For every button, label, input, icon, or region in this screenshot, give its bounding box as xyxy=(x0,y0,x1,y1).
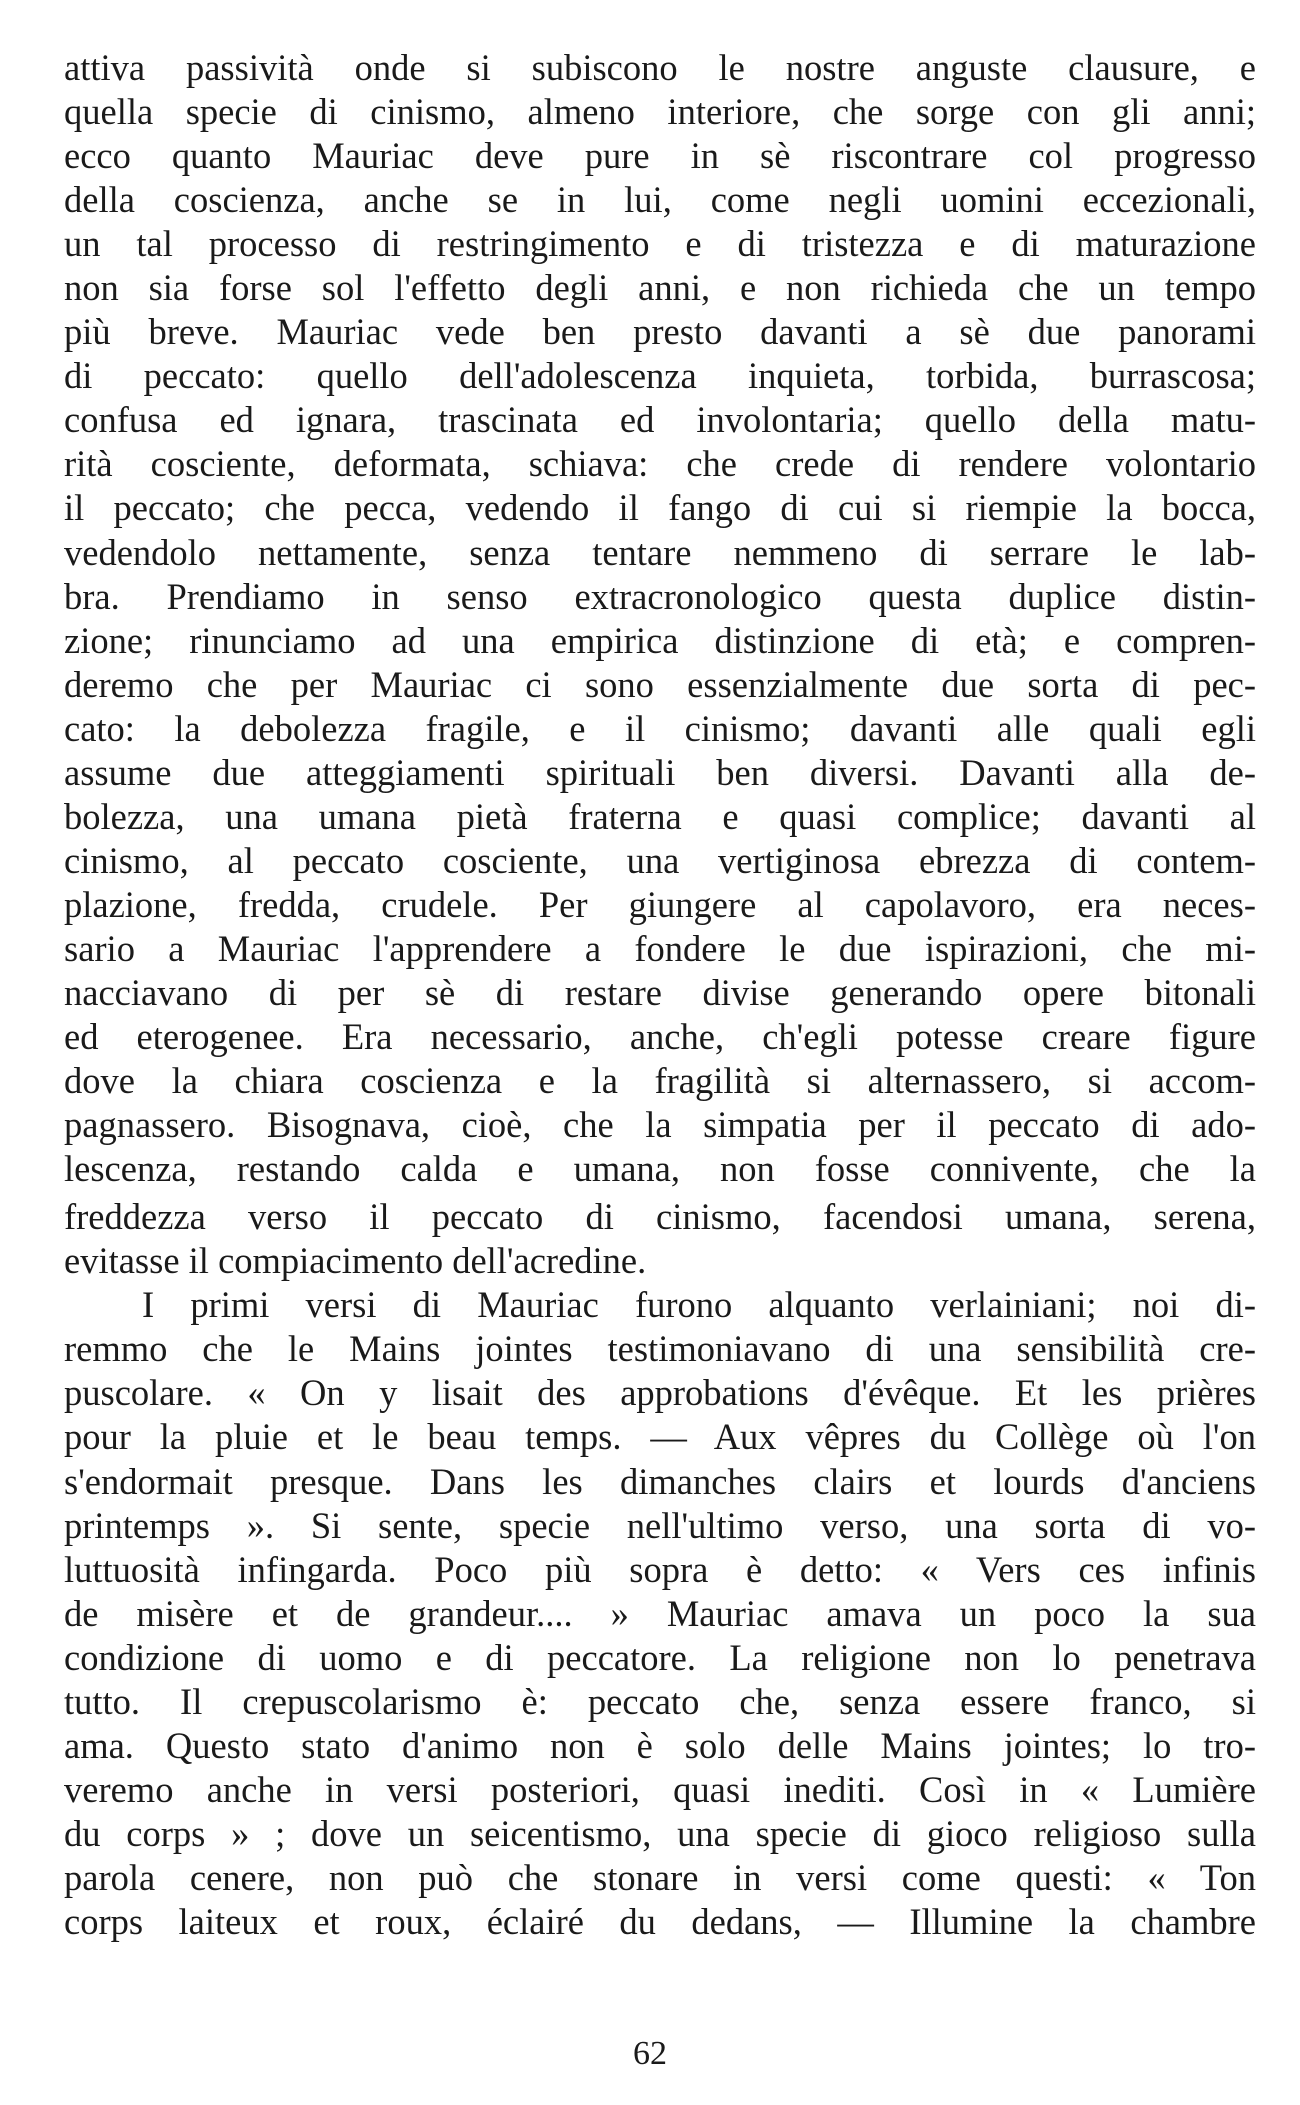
text-line: condizione di uomo e di peccatore. La religione non lo penetrava xyxy=(64,1636,1256,1678)
text-line: bolezza, una umana pietà fraterna e quasi complice; davanti al xyxy=(64,795,1256,837)
text-line: veremo anche in versi posteriori, quasi inediti. Così in « Lumière xyxy=(64,1768,1256,1810)
text-line: non sia forse sol l'effetto degli anni, e non richieda che un tempo xyxy=(64,267,1256,309)
text-line: assume due atteggiamenti spirituali ben diversi. Davanti alla de- xyxy=(64,751,1256,793)
text-line: de misère et de grandeur.... » Mauriac amava un poco la sua xyxy=(64,1592,1256,1634)
text-line: pour la pluie et le beau temps. — Aux vêpres du Collège où l'on xyxy=(64,1416,1256,1458)
text-line: zione; rinunciamo ad una empirica distinzione di età; e compren- xyxy=(64,619,1256,661)
text-line: bra. Prendiamo in senso extracronologico questa duplice distin- xyxy=(64,575,1256,617)
text-line: freddezza verso il peccato di cinismo, facendosi umana, serena, xyxy=(64,1196,1256,1238)
text-line: printemps ». Si sente, specie nell'ultimo verso, una sorta di vo- xyxy=(64,1504,1256,1546)
text-line: quella specie di cinismo, almeno interiore, che sorge con gli anni; xyxy=(64,91,1256,133)
text-line: ama. Questo stato d'animo non è solo delle Mains jointes; lo tro- xyxy=(64,1724,1256,1766)
text-line: puscolare. « On y lisait des approbations d'évêque. Et les prières xyxy=(64,1372,1256,1414)
text-line: rità cosciente, deformata, schiava: che crede di rendere volontario xyxy=(64,443,1256,485)
text-line: cinismo, al peccato cosciente, una vertiginosa ebrezza di contem- xyxy=(64,839,1256,881)
text-line: di peccato: quello dell'adolescenza inquieta, torbida, burrascosa; xyxy=(64,355,1256,397)
text-line: ecco quanto Mauriac deve pure in sè riscontrare col progresso xyxy=(64,135,1256,177)
text-line: remmo che le Mains jointes testimoniavano di una sensibilità cre- xyxy=(64,1328,1256,1370)
text-line: confusa ed ignara, trascinata ed involontaria; quello della matu- xyxy=(64,399,1256,441)
text-line: più breve. Mauriac vede ben presto davanti a sè due panorami xyxy=(64,311,1256,353)
text-line: attiva passività onde si subiscono le nostre anguste clausure, e xyxy=(64,47,1256,88)
body-text xyxy=(64,46,1256,1944)
text-line: vedendolo nettamente, senza tentare nemmeno di serrare le lab- xyxy=(64,531,1256,573)
text-line: un tal processo di restringimento e di tristezza e di maturazione xyxy=(64,223,1256,265)
text-line: luttuosità infingarda. Poco più sopra è detto: « Vers ces infinis xyxy=(64,1548,1256,1590)
text-line: cato: la debolezza fragile, e il cinismo; davanti alle quali egli xyxy=(64,707,1256,749)
text-line: il peccato; che pecca, vedendo il fango di cui si riempie la bocca, xyxy=(64,487,1256,529)
text-line: nacciavano di per sè di restare divise generando opere bitonali xyxy=(64,971,1256,1013)
text-line: tutto. Il crepuscolarismo è: peccato che, senza essere franco, si xyxy=(64,1680,1256,1722)
text-line: du corps » ; dove un seicentismo, una specie di gioco religioso sulla xyxy=(64,1812,1256,1854)
text-line: parola cenere, non può che stonare in versi come questi: « Ton xyxy=(64,1856,1256,1898)
text-line: deremo che per Mauriac ci sono essenzialmente due sorta di pec- xyxy=(64,663,1256,705)
text-line: sario a Mauriac l'apprendere a fondere le due ispirazioni, che mi- xyxy=(64,927,1256,969)
text-line: della coscienza, anche se in lui, come negli uomini eccezionali, xyxy=(64,179,1256,221)
text-line: evitasse il compiacimento dell'acredine. xyxy=(64,1240,647,1282)
page-number: 62 xyxy=(633,2035,667,2072)
text-line: I primi versi di Mauriac furono alquanto verlainiani; noi di- xyxy=(142,1284,1256,1326)
text-line: pagnassero. Bisognava, cioè, che la simpatia per il peccato di ado- xyxy=(64,1104,1256,1146)
text-line: s'endormait presque. Dans les dimanches clairs et lourds d'anciens xyxy=(64,1460,1256,1502)
text-line: lescenza, restando calda e umana, non fosse connivente, che la xyxy=(64,1148,1256,1190)
text-line: ed eterogenee. Era necessario, anche, ch'egli potesse creare figure xyxy=(64,1016,1256,1058)
text-line: dove la chiara coscienza e la fragilità si alternassero, si accom- xyxy=(64,1060,1256,1102)
text-line: corps laiteux et roux, éclairé du dedans, — Illumine la chambre xyxy=(64,1900,1256,1942)
text-line: plazione, fredda, crudele. Per giungere al capolavoro, era neces- xyxy=(64,883,1256,925)
